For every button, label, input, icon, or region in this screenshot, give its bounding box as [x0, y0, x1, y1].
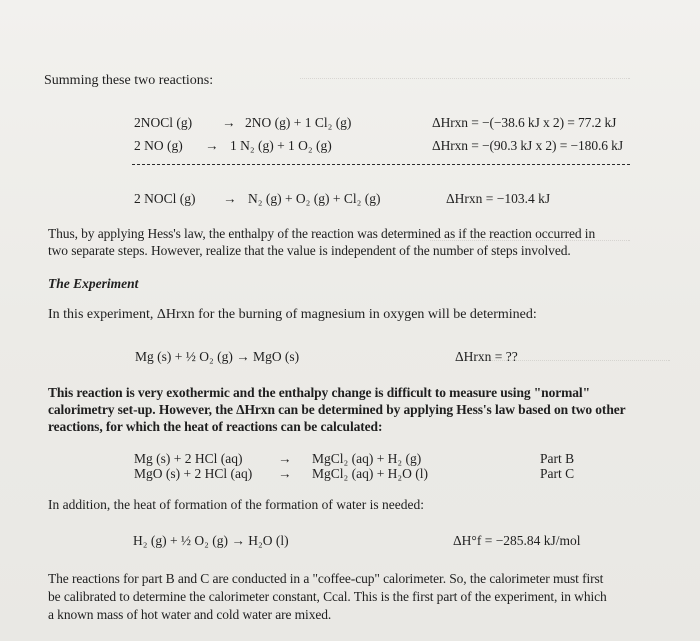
sum-reaction-rhs: N₂ (g) + O₂ (g) + Cl₂ (g)	[248, 191, 381, 206]
sum-reaction-arrow: →	[223, 191, 237, 206]
hess-paragraph-line-1: Thus, by applying Hess's law, the enthalpy of the reaction was determined as if the reaction occurred in	[48, 226, 596, 241]
part-c-lhs: MgO (s) + 2 HCl (aq)	[134, 466, 253, 481]
experiment-heading: The Experiment	[48, 276, 139, 291]
part-c-arrow: →	[278, 466, 292, 481]
calorimeter-paragraph-line-1: The reactions for part B and C are conducted in a "coffee-cup" calorimeter. So, the calorimeter must first	[48, 571, 604, 586]
sum-reaction-enthalpy: ΔHrxn = −103.4 kJ	[446, 191, 551, 206]
part-c-label: Part C	[540, 466, 575, 481]
formation-intro: In addition, the heat of formation of the formation of water is needed:	[48, 497, 425, 512]
reaction-2-arrow: →	[205, 138, 219, 153]
part-c-rhs: MgCl₂ (aq) + H₂O (l)	[312, 466, 429, 481]
part-b-arrow: →	[278, 451, 292, 466]
bleed-through-mark	[300, 78, 630, 89]
sum-reaction-lhs: 2 NOCl (g)	[134, 191, 196, 206]
hess-paragraph-line-2: two separate steps. However, realize that the value is independent of the number of steps involved.	[48, 243, 571, 258]
calorimeter-paragraph-line-3: a known mass of hot water and cold water are mixed.	[48, 607, 332, 622]
reaction-1-arrow: →	[222, 115, 236, 130]
part-b-lhs: Mg (s) + 2 HCl (aq)	[134, 451, 243, 466]
exo-paragraph-line-2: calorimetry set-up. However, the ΔHrxn can be determined by applying Hess's law based on two other	[48, 402, 626, 417]
experiment-intro: In this experiment, ΔHrxn for the burning of magnesium in oxygen will be determined:	[48, 307, 537, 322]
exo-paragraph-line-1: This reaction is very exothermic and the enthalpy change is difficult to measure using "normal"	[48, 385, 590, 400]
calorimeter-paragraph-line-2: be calibrated to determine the calorimeter constant, Ccal. This is the first part of the experiment, in which	[48, 589, 607, 604]
reaction-1-rhs: 2NO (g) + 1 Cl₂ (g)	[245, 115, 352, 130]
water-formation-equation: H₂ (g) + ½ O₂ (g) → H₂O (l)	[133, 533, 289, 548]
intro-text: Summing these two reactions:	[44, 73, 214, 88]
reaction-2-enthalpy: ΔHrxn = −(90.3 kJ x 2) = −180.6 kJ	[432, 138, 623, 153]
magnesium-reaction-equation: Mg (s) + ½ O₂ (g) → MgO (s)	[135, 349, 300, 364]
sum-divider	[132, 164, 630, 165]
reaction-1-lhs: 2NOCl (g)	[134, 115, 193, 130]
magnesium-reaction-enthalpy: ΔHrxn = ??	[455, 349, 518, 364]
reaction-2-rhs: 1 N₂ (g) + 1 O₂ (g)	[230, 138, 332, 153]
part-b-rhs: MgCl₂ (aq) + H₂ (g)	[312, 451, 422, 466]
exo-paragraph-line-3: reactions, for which the heat of reactions can be calculated:	[48, 419, 383, 434]
part-b-label: Part B	[540, 451, 575, 466]
reaction-2-lhs: 2 NO (g)	[134, 138, 183, 153]
reaction-1-enthalpy: ΔHrxn = −(−38.6 kJ x 2) = 77.2 kJ	[432, 115, 617, 130]
water-formation-enthalpy: ΔH°f = −285.84 kJ/mol	[453, 533, 581, 548]
